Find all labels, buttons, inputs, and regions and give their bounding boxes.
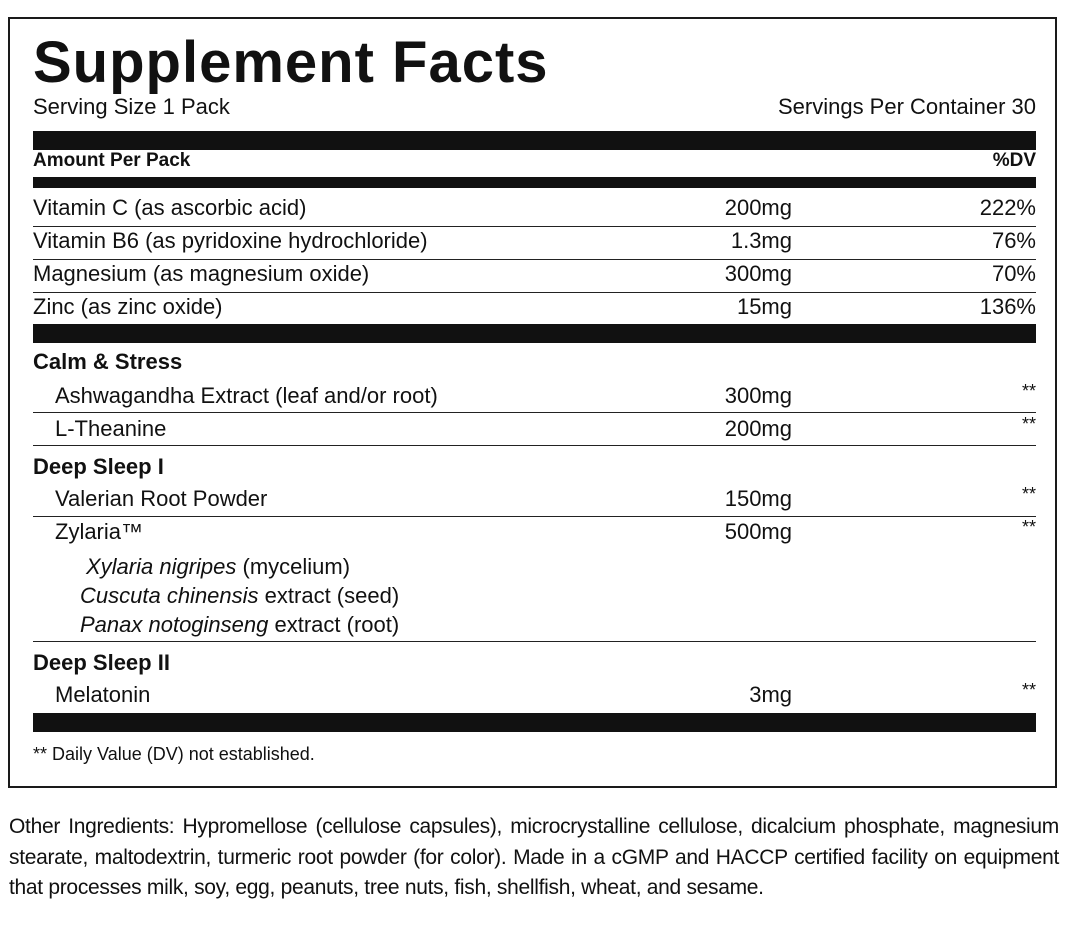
label-title: Supplement Facts [33, 30, 549, 95]
ingredient-name: Ashwagandha Extract (leaf and/or root) [55, 383, 438, 408]
ingredient-dv: ** [1021, 414, 1036, 434]
nutrient-amount: 15mg [736, 294, 792, 319]
row-divider [33, 641, 1036, 642]
row-divider [33, 259, 1036, 260]
row-divider [33, 516, 1036, 517]
dv-header: %DV [992, 150, 1036, 171]
row-divider [33, 445, 1036, 446]
servings-per-container: Servings Per Container 30 [777, 94, 1036, 119]
thick-divider [33, 324, 1036, 343]
row-divider [33, 412, 1036, 413]
ingredient-dv: ** [1021, 517, 1036, 537]
dv-footnote: ** Daily Value (DV) not established. [33, 744, 315, 764]
zylaria-component: Xylaria nigripes (mycelium) [86, 554, 351, 579]
nutrient-dv: 70% [991, 261, 1036, 286]
nutrient-dv: 222% [979, 195, 1036, 220]
ingredient-row [33, 383, 1036, 414]
zylaria-component: Panax notoginseng extract (root) [80, 612, 400, 637]
thick-divider [33, 713, 1036, 732]
nutrient-row [33, 228, 1036, 259]
supplement-facts-panel [8, 17, 1057, 788]
nutrient-amount: 1.3mg [730, 228, 792, 253]
ingredient-amount: 3mg [749, 682, 792, 707]
ingredient-dv: ** [1021, 680, 1036, 700]
nutrient-amount: 300mg [724, 261, 792, 286]
blend-title-calm-stress: Calm & Stress [33, 349, 183, 374]
nutrient-row [33, 294, 1036, 325]
blend-title-deep-sleep-2: Deep Sleep II [33, 650, 170, 675]
ingredient-row [33, 519, 1036, 550]
ingredient-name: Melatonin [55, 682, 151, 707]
nutrient-name: Magnesium (as magnesium oxide) [33, 261, 370, 286]
row-divider [33, 292, 1036, 293]
nutrient-row [33, 195, 1036, 226]
medium-divider [33, 177, 1036, 188]
nutrient-name: Vitamin C (as ascorbic acid) [33, 195, 307, 220]
ingredient-row [33, 682, 1036, 713]
ingredient-name: L-Theanine [55, 416, 167, 441]
thick-divider [33, 131, 1036, 150]
amount-header: Amount Per Pack [33, 150, 191, 171]
ingredient-dv: ** [1021, 381, 1036, 401]
nutrient-dv: 76% [991, 228, 1036, 253]
ingredient-dv: ** [1021, 484, 1036, 504]
ingredient-amount: 150mg [724, 486, 792, 511]
nutrient-name: Vitamin B6 (as pyridoxine hydrochloride) [33, 228, 428, 253]
nutrient-row [33, 261, 1036, 292]
nutrient-dv: 136% [979, 294, 1036, 319]
ingredient-row [33, 416, 1036, 447]
ingredient-amount: 500mg [724, 519, 792, 544]
nutrient-name: Zinc (as zinc oxide) [33, 294, 223, 319]
ingredient-row [33, 486, 1036, 517]
ingredient-name: Zylaria™ [55, 519, 144, 544]
serving-size: Serving Size 1 Pack [33, 94, 230, 119]
blend-title-deep-sleep-1: Deep Sleep I [33, 454, 164, 479]
zylaria-component: Cuscuta chinensis extract (seed) [80, 583, 400, 608]
ingredient-name: Valerian Root Powder [55, 486, 268, 511]
ingredient-amount: 300mg [724, 383, 792, 408]
row-divider [33, 226, 1036, 227]
nutrient-amount: 200mg [724, 195, 792, 220]
other-ingredients: Other Ingredients: Hypromellose (cellulose capsules), microcrystalline cellulose, dicalcium phosphate, magnesium stearate, maltodextrin, turmeric root powder (for color). Made in a cGMP and HACCP certified facility on equipment that processes milk, soy, egg, peanuts, tree nuts, fish, shellfish, wheat, and sesame. [9, 815, 1059, 899]
ingredient-amount: 200mg [724, 416, 792, 441]
